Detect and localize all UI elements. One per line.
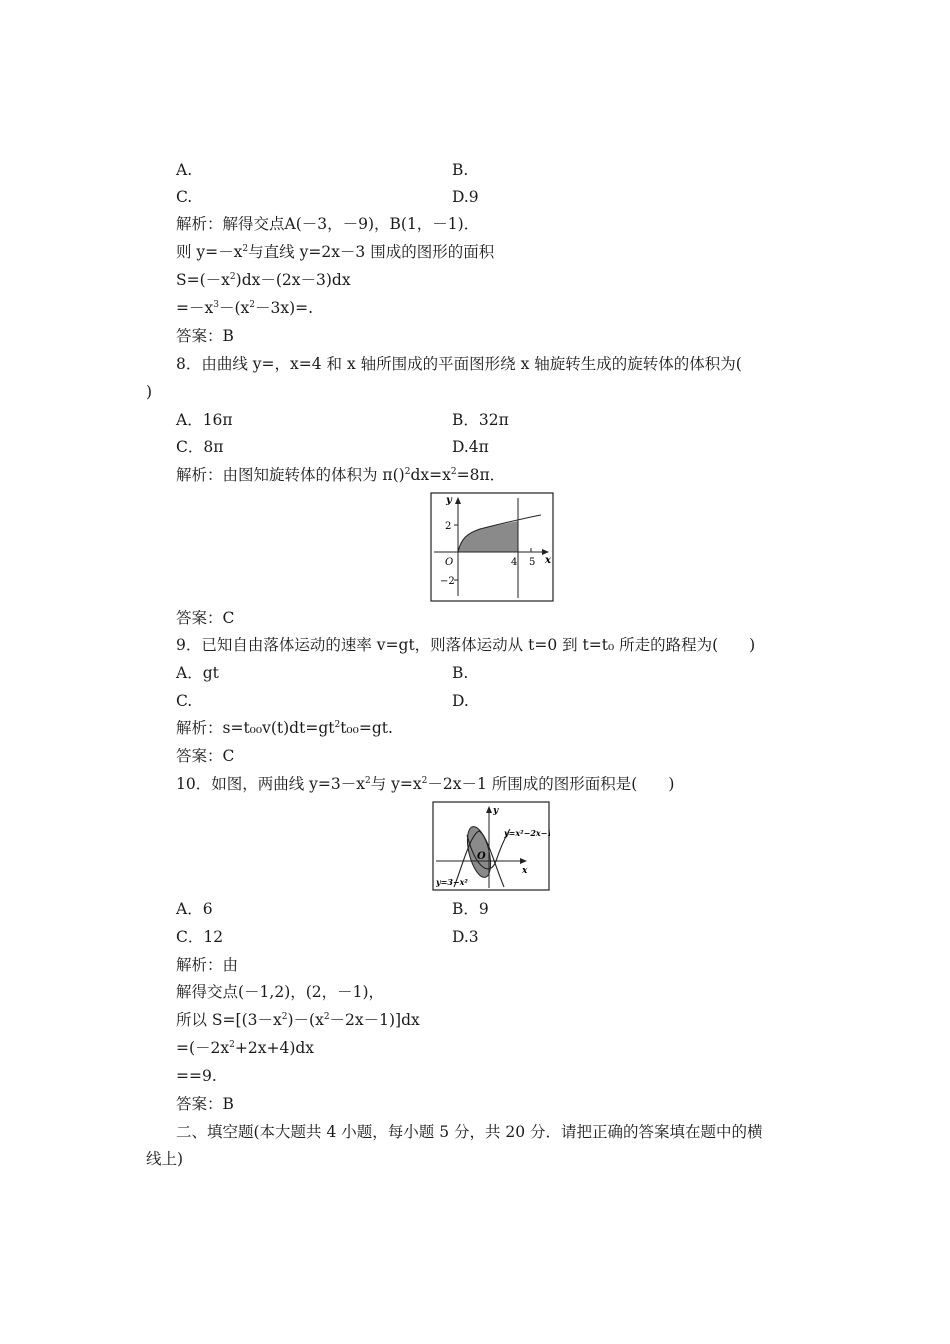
q7-option-a: A. bbox=[176, 161, 193, 179]
q10-x-axis-label: x bbox=[522, 866, 528, 876]
q8-solution: 解析：由图知旋转体的体积为 $\pi()^2dx=x^2=8\pi$． bbox=[176, 466, 506, 484]
q8-y-axis-label: y bbox=[446, 495, 452, 506]
section-2-heading-continuation: 线上) bbox=[146, 1150, 184, 1168]
q7-solution-line-2: 则 $y=-x^2$与直线 y=2x－3 围成的图形的面积 bbox=[176, 243, 495, 261]
q10-solution-line-3: 所以 $S=[(3-x^2)-(x^2-2x-1)]dx$ bbox=[176, 1011, 420, 1029]
q8-figure bbox=[430, 492, 554, 602]
q10-solution-line-4: $=(-2x^2+2x+4)dx$ bbox=[176, 1039, 315, 1057]
q10-curve-label-1: y=x²−2x−1 bbox=[504, 828, 550, 838]
q10-option-b: B．9 bbox=[452, 900, 489, 918]
q8-option-c: C．8π bbox=[176, 438, 224, 456]
section-2-heading: 二、填空题(本大题共 4 小题，每小题 5 分，共 20 分．请把正确的答案填在题中的横 bbox=[176, 1123, 763, 1141]
q10-option-a: A．6 bbox=[176, 900, 213, 918]
q10-option-d: D.3 bbox=[452, 928, 479, 946]
q10-origin-label: O bbox=[477, 851, 486, 862]
q9-option-b: B. bbox=[452, 664, 469, 682]
q10-solution-line-5: ==9. bbox=[176, 1067, 217, 1085]
q9-option-d: D. bbox=[452, 692, 469, 710]
q7-option-d: D.9 bbox=[452, 188, 479, 206]
q10-solution-line-1: 解析：由 bbox=[176, 956, 239, 974]
q10-answer: 答案：B bbox=[176, 1095, 234, 1113]
q8-tick-4: 4 bbox=[511, 557, 518, 568]
q10-solution-line-2: 解得交点(－1,2)，(2，－1)， bbox=[176, 983, 385, 1001]
q10-graph bbox=[432, 801, 550, 891]
q9-solution: 解析：$s=t_{00}v(t)dt=gt^2t_{00}=gt$. bbox=[176, 719, 393, 737]
q7-solution-line-3: $S=(-x^2)dx-(2x-3)dx$ bbox=[176, 271, 351, 289]
q8-option-b: B．32π bbox=[452, 411, 509, 429]
q9-option-c: C. bbox=[176, 692, 193, 710]
q8-graph bbox=[430, 492, 554, 602]
q8-stem: 8．由曲线 y=，x=4 和 x 轴所围成的平面图形绕 x 轴旋转生成的旋转体的体积为( bbox=[176, 355, 742, 373]
q9-stem: 9．已知自由落体运动的速率 v=gt，则落体运动从 t=0 到 t=t₀ 所走的路程为( ) bbox=[176, 636, 756, 654]
q8-stem-continuation: ) bbox=[146, 383, 153, 401]
q8-option-d: D.4π bbox=[452, 438, 489, 456]
q10-figure bbox=[432, 801, 550, 891]
q9-answer: 答案：C bbox=[176, 747, 235, 765]
q10-stem: 10．如图，两曲线 $y=3-x^2$与 $y=x^2-2x-1$ 所围成的图形面积是( ) bbox=[176, 775, 675, 793]
q7-solution-line-4: $=-x^3-(x^2-3x)=$. bbox=[176, 299, 314, 317]
q8-answer: 答案：C bbox=[176, 609, 235, 627]
q8-tick-minus-2: −2 bbox=[440, 576, 455, 587]
q7-option-b: B. bbox=[452, 161, 469, 179]
q8-tick-2: 2 bbox=[445, 521, 452, 532]
q9-option-a: A．gt bbox=[176, 664, 219, 682]
q8-tick-5: 5 bbox=[529, 557, 536, 568]
q8-origin-label: O bbox=[445, 557, 454, 568]
q10-option-c: C．12 bbox=[176, 928, 224, 946]
q10-curve-label-2: y=3−x² bbox=[436, 877, 468, 887]
q8-option-a: A．16π bbox=[176, 411, 233, 429]
q7-answer: 答案：B bbox=[176, 327, 234, 345]
q7-option-c: C. bbox=[176, 188, 193, 206]
q7-solution-line-1: 解析：解得交点A(－3，－9)，B(1，－1)． bbox=[176, 215, 480, 233]
q10-y-axis-label: y bbox=[493, 806, 499, 816]
q8-x-axis-label: x bbox=[545, 555, 551, 566]
